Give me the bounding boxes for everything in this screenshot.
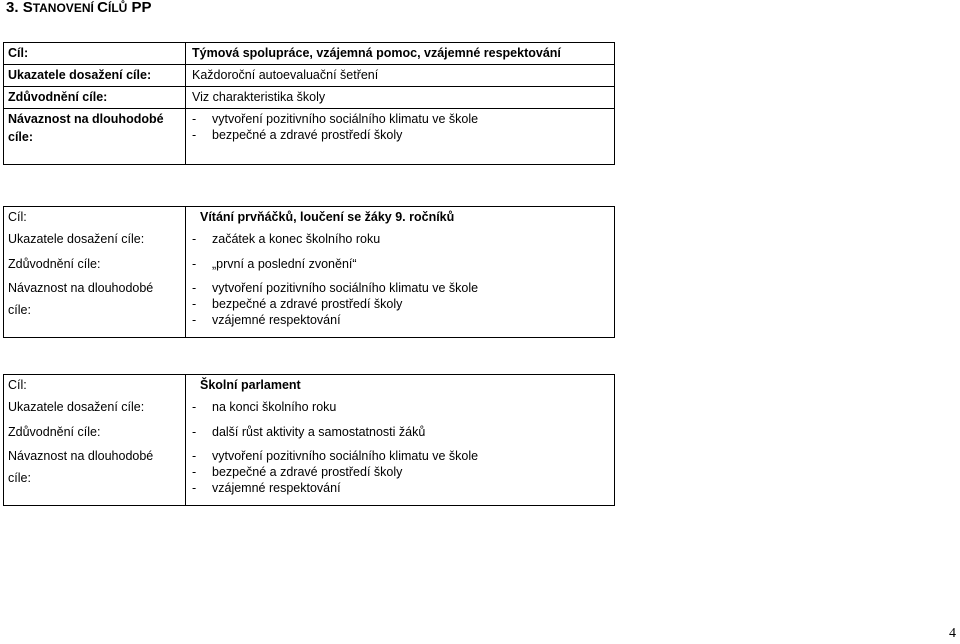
goal-value: Vítání prvňáčků, loučení se žáky 9. ročníků (200, 210, 455, 224)
goal-row (4, 207, 615, 229)
continuity-value (186, 278, 615, 338)
continuity-item-text: vytvoření pozitivního sociálního klimatu ve škole (212, 448, 479, 463)
dash: - (192, 256, 197, 271)
goal-table-2 (3, 206, 615, 338)
continuity-label (4, 446, 186, 506)
indicators-label: Ukazatele dosažení cíle: (4, 65, 186, 87)
justification-value (186, 422, 615, 446)
goal-table-3 (3, 374, 615, 506)
dash: - (192, 399, 197, 414)
indicators-text: začátek a konec školního roku (212, 231, 381, 246)
indicators-value: Každoroční autoevaluační šetření (186, 65, 615, 87)
justification-row (4, 422, 615, 446)
dash: - (192, 312, 197, 327)
justification-text: „první a poslední zvonění“ (212, 256, 357, 271)
dash: - (192, 128, 197, 142)
continuity-item-text: bezpečné a zdravé prostředí školy (212, 128, 403, 142)
goal-label: Cíl: (4, 375, 186, 397)
justification-label: Zdůvodnění cíle: (4, 87, 186, 109)
justification-row (4, 87, 615, 109)
heading-letter-c: C (97, 0, 108, 16)
continuity-label-line-1: Návaznost na dlouhodobé (8, 448, 154, 463)
goal-value: Týmová spolupráce, vzájemná pomoc, vzájemné respektování (186, 43, 615, 65)
continuity-label-line-2: cíle: (8, 470, 31, 485)
continuity-row (4, 278, 615, 338)
continuity-item-text: bezpečné a zdravé prostředí školy (212, 296, 403, 311)
heading-word-2: ÍLŮ (108, 1, 128, 15)
indicators-row (4, 65, 615, 87)
dash: - (192, 280, 197, 295)
justification-label: Zdůvodnění cíle: (4, 254, 186, 278)
continuity-item (192, 312, 614, 328)
indicators-row (4, 229, 615, 254)
dash: - (192, 448, 197, 463)
heading-letter-s: S (22, 0, 33, 16)
justification-label: Zdůvodnění cíle: (4, 422, 186, 446)
goal-label: Cíl: (4, 207, 186, 229)
continuity-row (4, 109, 615, 165)
dash: - (192, 231, 197, 246)
dash: - (192, 296, 197, 311)
heading-pp: PP (131, 0, 152, 16)
continuity-item (192, 480, 614, 496)
continuity-item (192, 280, 614, 296)
dash: - (192, 112, 197, 126)
goal-row (4, 375, 615, 397)
indicators-label: Ukazatele dosažení cíle: (4, 229, 186, 254)
justification-row (4, 254, 615, 278)
page-number: 4 (949, 626, 956, 641)
goal-row (4, 43, 615, 65)
continuity-item-text: vzájemné respektování (212, 480, 341, 495)
continuity-value (186, 446, 615, 506)
continuity-item (192, 464, 614, 480)
indicators-row (4, 397, 615, 422)
indicators-label: Ukazatele dosažení cíle: (4, 397, 186, 422)
continuity-item (192, 296, 614, 312)
continuity-item-text: vytvoření pozitivního sociálního klimatu ve škole (212, 112, 479, 126)
indicators-value (186, 229, 615, 254)
continuity-item (192, 111, 614, 127)
justification-value (186, 254, 615, 278)
indicators-text: na konci školního roku (212, 399, 337, 414)
goal-table-1 (3, 42, 615, 165)
continuity-label (4, 278, 186, 338)
section-heading (6, 0, 152, 16)
continuity-label (4, 109, 186, 165)
goal-label: Cíl: (4, 43, 186, 65)
continuity-item (192, 127, 614, 143)
dash: - (192, 424, 197, 439)
continuity-item-text: vytvoření pozitivního sociálního klimatu ve škole (212, 280, 479, 295)
continuity-label-line-1: Návaznost na dlouhodobé (8, 112, 164, 126)
indicators-value (186, 397, 615, 422)
continuity-label-line-2: cíle: (8, 130, 34, 144)
dash: - (192, 464, 197, 479)
justification-value: Viz charakteristika školy (186, 87, 615, 109)
continuity-row (4, 446, 615, 506)
continuity-item (192, 448, 614, 464)
continuity-label-line-1: Návaznost na dlouhodobé (8, 280, 154, 295)
heading-word-1: TANOVENÍ (32, 1, 98, 15)
continuity-item-text: vzájemné respektování (212, 312, 341, 327)
goal-value: Školní parlament (200, 378, 301, 392)
continuity-value (186, 109, 615, 165)
continuity-item-text: bezpečné a zdravé prostředí školy (212, 464, 403, 479)
dash: - (192, 480, 197, 495)
heading-number: 3. (6, 0, 23, 16)
justification-text: další růst aktivity a samostatnosti žáků (212, 424, 426, 439)
continuity-label-line-2: cíle: (8, 302, 31, 317)
